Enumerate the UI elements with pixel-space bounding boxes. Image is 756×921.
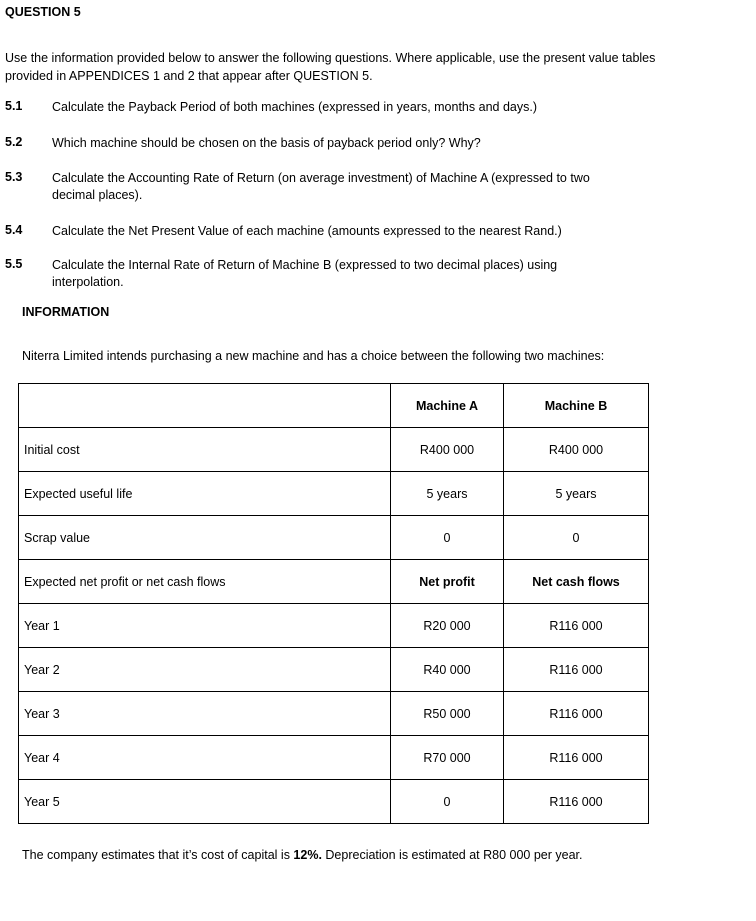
table-row <box>19 428 649 472</box>
question-text: Calculate the Payback Period of both machines (expressed in years, months and days.) <box>52 100 537 114</box>
question-text: Calculate the Internal Rate of Return of Machine B (expressed to two decimal places) using interpolation. <box>52 258 558 289</box>
footer-note <box>22 848 582 862</box>
table-row <box>19 692 649 736</box>
machine-b-value: 5 years <box>504 472 649 516</box>
row-label: Initial cost <box>19 428 391 472</box>
footer-text-part1: The company estimates that it’s cost of capital is <box>22 848 294 862</box>
information-heading: INFORMATION <box>22 305 110 319</box>
intro-paragraph: Use the information provided below to answer the following questions. Where applicable, use the present value tables provided in APPENDICES 1 and 2 that appear after QUESTION 5. <box>5 51 656 83</box>
question-title: QUESTION 5 <box>5 5 81 19</box>
table-row <box>19 736 649 780</box>
machine-b-value: R400 000 <box>504 428 649 472</box>
header-machine-a: Machine A <box>391 384 504 428</box>
table-row <box>19 780 649 824</box>
machine-a-value: 5 years <box>391 472 504 516</box>
cost-of-capital-rate: 12%. <box>293 848 322 862</box>
row-label: Year 3 <box>19 692 391 736</box>
machine-a-value: R50 000 <box>391 692 504 736</box>
machine-a-value: 0 <box>391 516 504 560</box>
table-row <box>19 516 649 560</box>
question-number: 5.5 <box>5 257 23 271</box>
question-number: 5.4 <box>5 223 23 237</box>
row-label: Year 4 <box>19 736 391 780</box>
table-row <box>19 472 649 516</box>
information-text: Niterra Limited intends purchasing a new machine and has a choice between the following two machines: <box>22 349 605 363</box>
header-label-cell <box>19 384 391 428</box>
machine-b-value: R116 000 <box>504 736 649 780</box>
table-row <box>19 604 649 648</box>
machine-b-value: R116 000 <box>504 692 649 736</box>
machine-b-value: 0 <box>504 516 649 560</box>
machine-a-value: R70 000 <box>391 736 504 780</box>
machine-a-value: Net profit <box>391 560 504 604</box>
table-header-row <box>19 384 649 428</box>
table-row <box>19 560 649 604</box>
row-label: Expected net profit or net cash flows <box>19 560 391 604</box>
row-label: Year 5 <box>19 780 391 824</box>
header-machine-b: Machine B <box>504 384 649 428</box>
question-number: 5.3 <box>5 170 23 184</box>
row-label: Year 2 <box>19 648 391 692</box>
row-label: Year 1 <box>19 604 391 648</box>
machine-b-value: R116 000 <box>504 604 649 648</box>
footer-text-part2: Depreciation is estimated at R80 000 per year. <box>321 848 583 862</box>
question-number: 5.1 <box>5 99 23 113</box>
row-label: Scrap value <box>19 516 391 560</box>
question-text: Which machine should be chosen on the basis of payback period only? Why? <box>52 136 481 150</box>
machine-a-value: R40 000 <box>391 648 504 692</box>
table-row <box>19 648 649 692</box>
row-label: Expected useful life <box>19 472 391 516</box>
machine-a-value: R20 000 <box>391 604 504 648</box>
machine-b-value: R116 000 <box>504 780 649 824</box>
machine-a-value: R400 000 <box>391 428 504 472</box>
machine-a-value: 0 <box>391 780 504 824</box>
machine-comparison-table <box>18 383 649 824</box>
machine-b-value: Net cash flows <box>504 560 649 604</box>
question-text: Calculate the Net Present Value of each machine (amounts expressed to the nearest Rand.) <box>52 224 562 238</box>
machine-b-value: R116 000 <box>504 648 649 692</box>
question-text: Calculate the Accounting Rate of Return (on average investment) of Machine A (expressed to two decimal places). <box>52 171 590 202</box>
question-number: 5.2 <box>5 135 23 149</box>
